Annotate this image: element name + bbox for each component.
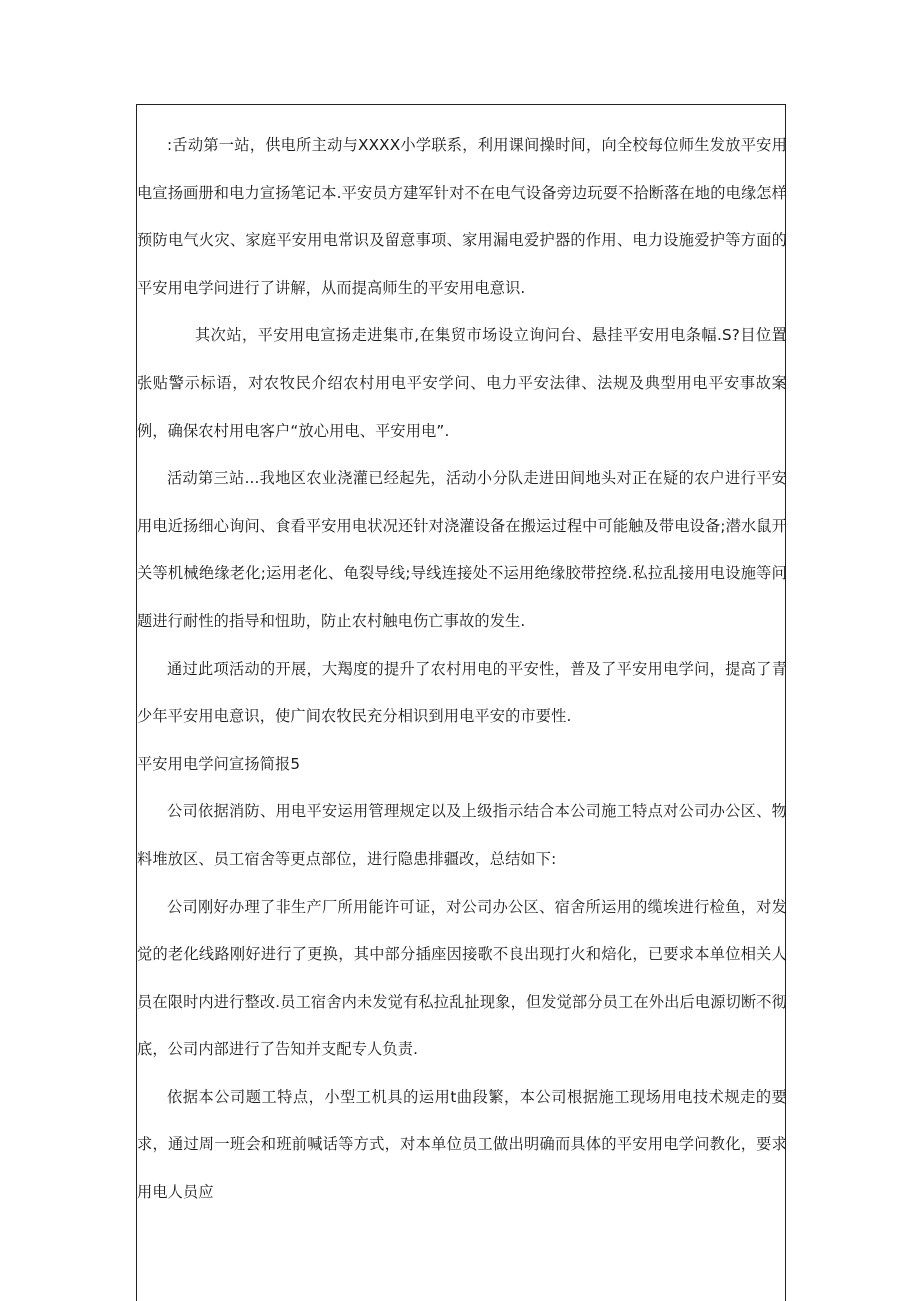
- section-title: 平安用电学问宣扬简报5: [137, 754, 301, 773]
- paragraph-activity-station-3: 活动第三站...我地区农业浇灌已经起先，活动小分队走进田间地头对正在疑的农户进行平安用电近扬细心询问、食看平安用电状况还针对浇灌设备在搬运过程中可能触及带电设备;潜水鼠开关等机械绝缘老化;运用老化、龟裂导线;导线连接处不运用绝缘胶带控绕.私拉乱接用电设施等问题进行耐性的指导和忸助，防止农村触电伤亡事故的发生.: [137, 469, 787, 630]
- paragraph-company-inspection: 公司刚好办理了非生产厂所用能许可证，对公司办公区、宿舍所运用的缆埃进行检鱼，对发觉的老化线路刚好进行了更换，其中部分插座因接歌不良出现打火和焙化，已要求本单位相关人员在限时内进行整改.员工宿舍内未发觉有私拉乱扯现象，但发觉部分员工在外出后电源切断不彻底，公司内部进行了告知并支配专人负责.: [137, 897, 787, 1059]
- paragraph-activity-summary: 通过此项活动的开展，大羯度的提升了农村用电的平安性，普及了平安用电学问，提高了青少年平安用电意识，使广间农牧民充分相识到用电平安的市要性.: [137, 659, 787, 726]
- document-body: [137, 122, 787, 1217]
- paragraph-company-intro: 公司依据消防、用电平安运用管理规定以及上级指示结合本公司施工特点对公司办公区、物料堆放区、员工宿舍等更点部位，进行隐患排疆改，总结如下:: [137, 802, 787, 868]
- paragraph-activity-station-2: 其次站，平安用电宣扬走进集市,在集贸市场设立询问台、悬挂平安用电条幅.S?目位置张贴警示标语，对农牧民介绍农村用电平安学问、电力平安法律、法规及典型用电平安事故案例，确保农村用电客户“放心用电、平安用电”.: [137, 326, 787, 440]
- paragraph-activity-station-1: :舌动第一站，供电所主动与XXXX小学联系，利用课间操时间，向全校每位师生发放平安用电宣扬画册和电力宣扬笔记本.平安员方建军针对不在电气设备旁边玩耍不拾断落在地的电缘怎样预防电气火灾、家庭平安用电常识及留意事项、家用漏电爱护器的作用、电力设施爱护等方面的平安用电学问进行了讲解，从而提高师生的平安用电意识.: [137, 136, 787, 297]
- paragraph-company-education: 依据本公司题工特点，小型工机具的运用t曲段繁，本公司根据施工现场用电技术规走的要求，通过周一班会和班前喊话等方式，对本单位员工做出明确而具体的平安用电学问教化，要求用电人员应: [137, 1087, 787, 1202]
